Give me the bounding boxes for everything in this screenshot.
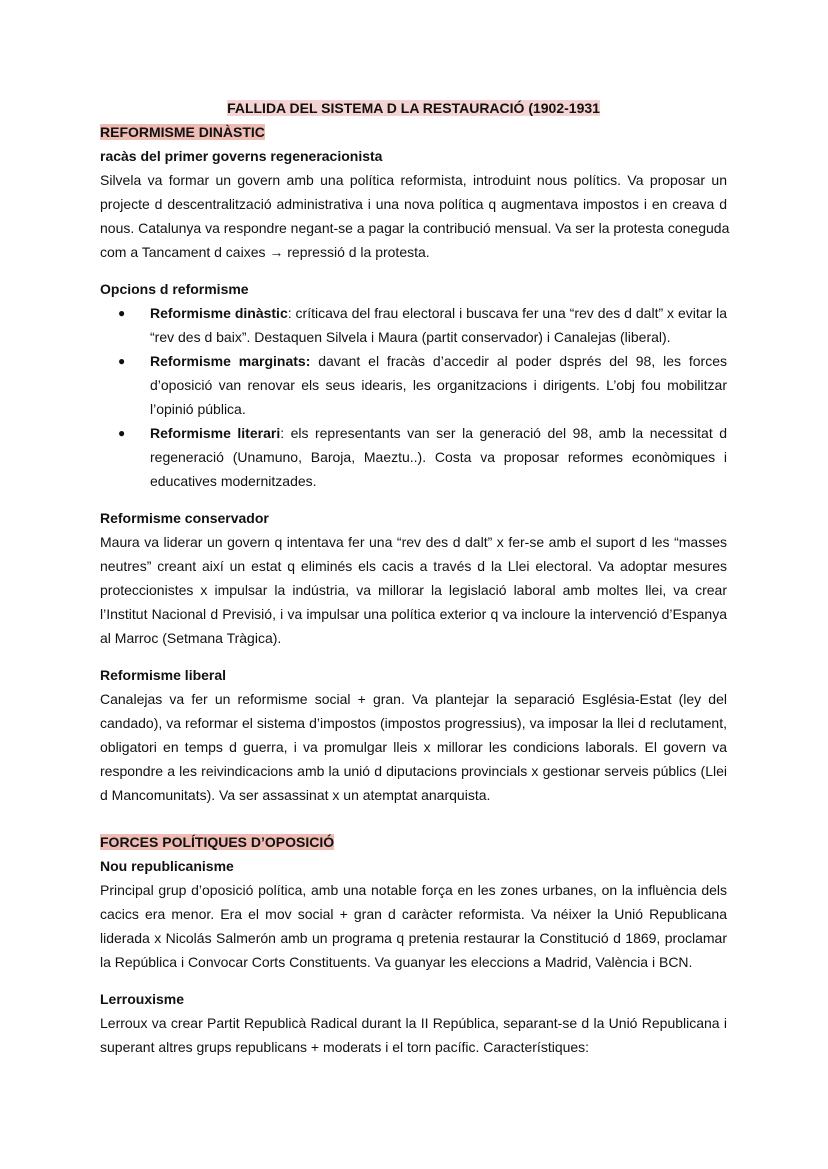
text-line: cacics era menor. Era el mov social + gran d caràcter reformista. Va néixer la Unió Republicana — [100, 906, 727, 922]
text-line: Silvela va formar un govern amb una política reformista, introduint nous polítics. Va proposar un — [100, 172, 727, 188]
subheading: racàs del primer governs regeneracionista — [100, 148, 383, 164]
subheading: Reformisme conservador — [100, 510, 269, 526]
text-line: com a Tancament d caixes → repressió d la protesta. — [100, 244, 430, 260]
bullet-text: davant el fracàs d’accedir al poder dsprés del 98, les forces — [310, 353, 727, 369]
text-line: l’Institut Nacional d Previsió, i va impulsar una política exterior q va incloure la intervenció d’Espanya — [100, 606, 727, 622]
subheading: Nou republicanisme — [100, 858, 234, 874]
text-line: projecte d descentralització administrativa i una nova política q augmentava impostos i en creava d — [100, 196, 727, 212]
list-item — [100, 349, 727, 421]
list-item — [100, 421, 727, 493]
paragraph — [100, 878, 727, 974]
text-line: “rev des d baix”. Destaquen Silvela i Maura (partit conservador) i Canalejas (liberal). — [150, 329, 671, 345]
text-line: superant altres grups republicans + moderats i el torn pacífic. Característiques: — [100, 1039, 590, 1055]
bullet-lead: Reformisme dinàstic — [150, 305, 288, 321]
text-line — [150, 421, 727, 445]
text-line: candado), va reformar el sistema d’impostos (impostos progressius), va imposar la llei d reclutament, — [100, 715, 727, 731]
text-line: Principal grup d’oposició política, amb una notable força en les zones urbanes, on la influència dels — [100, 882, 727, 898]
subheading: Lerrouxisme — [100, 991, 185, 1007]
title-text: FALLIDA DEL SISTEMA D LA RESTAURACIÓ (1902-1931 — [227, 100, 600, 116]
document-title — [100, 96, 727, 120]
bullet-icon: ● — [118, 426, 126, 440]
text-line: d Mancomunitats). Va ser assassinat x un atemptat anarquista. — [100, 787, 491, 803]
text-line: educatives modernitzades. — [150, 473, 317, 489]
text-line: d’oposició van renovar els seus idearis, les organitzacions i dirigents. L’obj fou mobilitzar — [150, 377, 727, 393]
text-line: Lerroux va crear Partit Republicà Radical durant la II República, separant-se d la Unió Republicana i — [100, 1015, 727, 1031]
text-line: Maura va liderar un govern q intentava fer una “rev des d dalt” x fer-se amb el suport d les “masses — [100, 534, 727, 550]
text-line: regeneració (Unamuno, Baroja, Maeztu..). Costa va proposar reformes econòmiques i — [150, 449, 727, 465]
text-line: respondre a les reivindicacions amb la unió d diputacions provincials x gestionar serveis públics (Llei — [100, 763, 727, 779]
text-line: al Marroc (Setmana Tràgica). — [100, 630, 282, 646]
text-line: obligatori en temps d guerra, i va promulgar lleis x millorar les condicions laborals. El govern va — [100, 739, 727, 755]
bullet-text: : críticava del frau electoral i buscava fer una “rev des d dalt” x evitar la — [287, 305, 727, 321]
section-heading-text: REFORMISME DINÀSTIC — [100, 124, 265, 140]
section-heading-text: FORCES POLÍTIQUES D’OPOSICIÓ — [100, 834, 335, 850]
bullet-lead: Reformisme literari — [150, 425, 281, 441]
bullet-lead: Reformisme marginats: — [150, 353, 311, 369]
paragraph — [100, 530, 727, 650]
text-line: neutres” creant així un estat q eliminés els cacis a través d la Llei electoral. Va adoptar mesures — [100, 558, 727, 574]
subheading: Reformisme liberal — [100, 667, 227, 683]
document-content — [100, 96, 730, 1059]
bullet-icon: ● — [118, 354, 126, 368]
paragraph — [100, 687, 727, 807]
text-line: Canalejas va fer un reformisme social + gran. Va plantejar la separació Església-Estat (ley del — [100, 691, 727, 707]
text-line: proteccionistes x impulsar la indústria, va millorar la legislació laboral amb moltes llei, va crear — [100, 582, 727, 598]
bullet-list — [100, 301, 727, 493]
text-line — [150, 349, 727, 373]
subheading: Opcions d reformisme — [100, 281, 249, 297]
section-heading — [100, 830, 727, 854]
text-line — [150, 301, 727, 325]
list-item — [100, 301, 727, 349]
bullet-text: : els representants van ser la generació del 98, amb la necessitat d — [280, 425, 728, 441]
text-line: liderada x Nicolás Salmerón amb un programa q pretenia restaurar la Constitució d 1869, proclamar — [100, 930, 727, 946]
paragraph — [100, 1011, 727, 1059]
bullet-icon: ● — [118, 306, 126, 320]
text-line: la República i Convocar Corts Constituents. Va guanyar les eleccions a Madrid, València i BCN. — [100, 954, 693, 970]
paragraph — [100, 168, 730, 264]
section-heading — [100, 120, 727, 144]
text-line: nous. Catalunya va respondre negant-se a pagar la contribució mensual. Va ser la protesta coneguda — [100, 220, 730, 236]
text-line: l’opinió pública. — [150, 401, 246, 417]
